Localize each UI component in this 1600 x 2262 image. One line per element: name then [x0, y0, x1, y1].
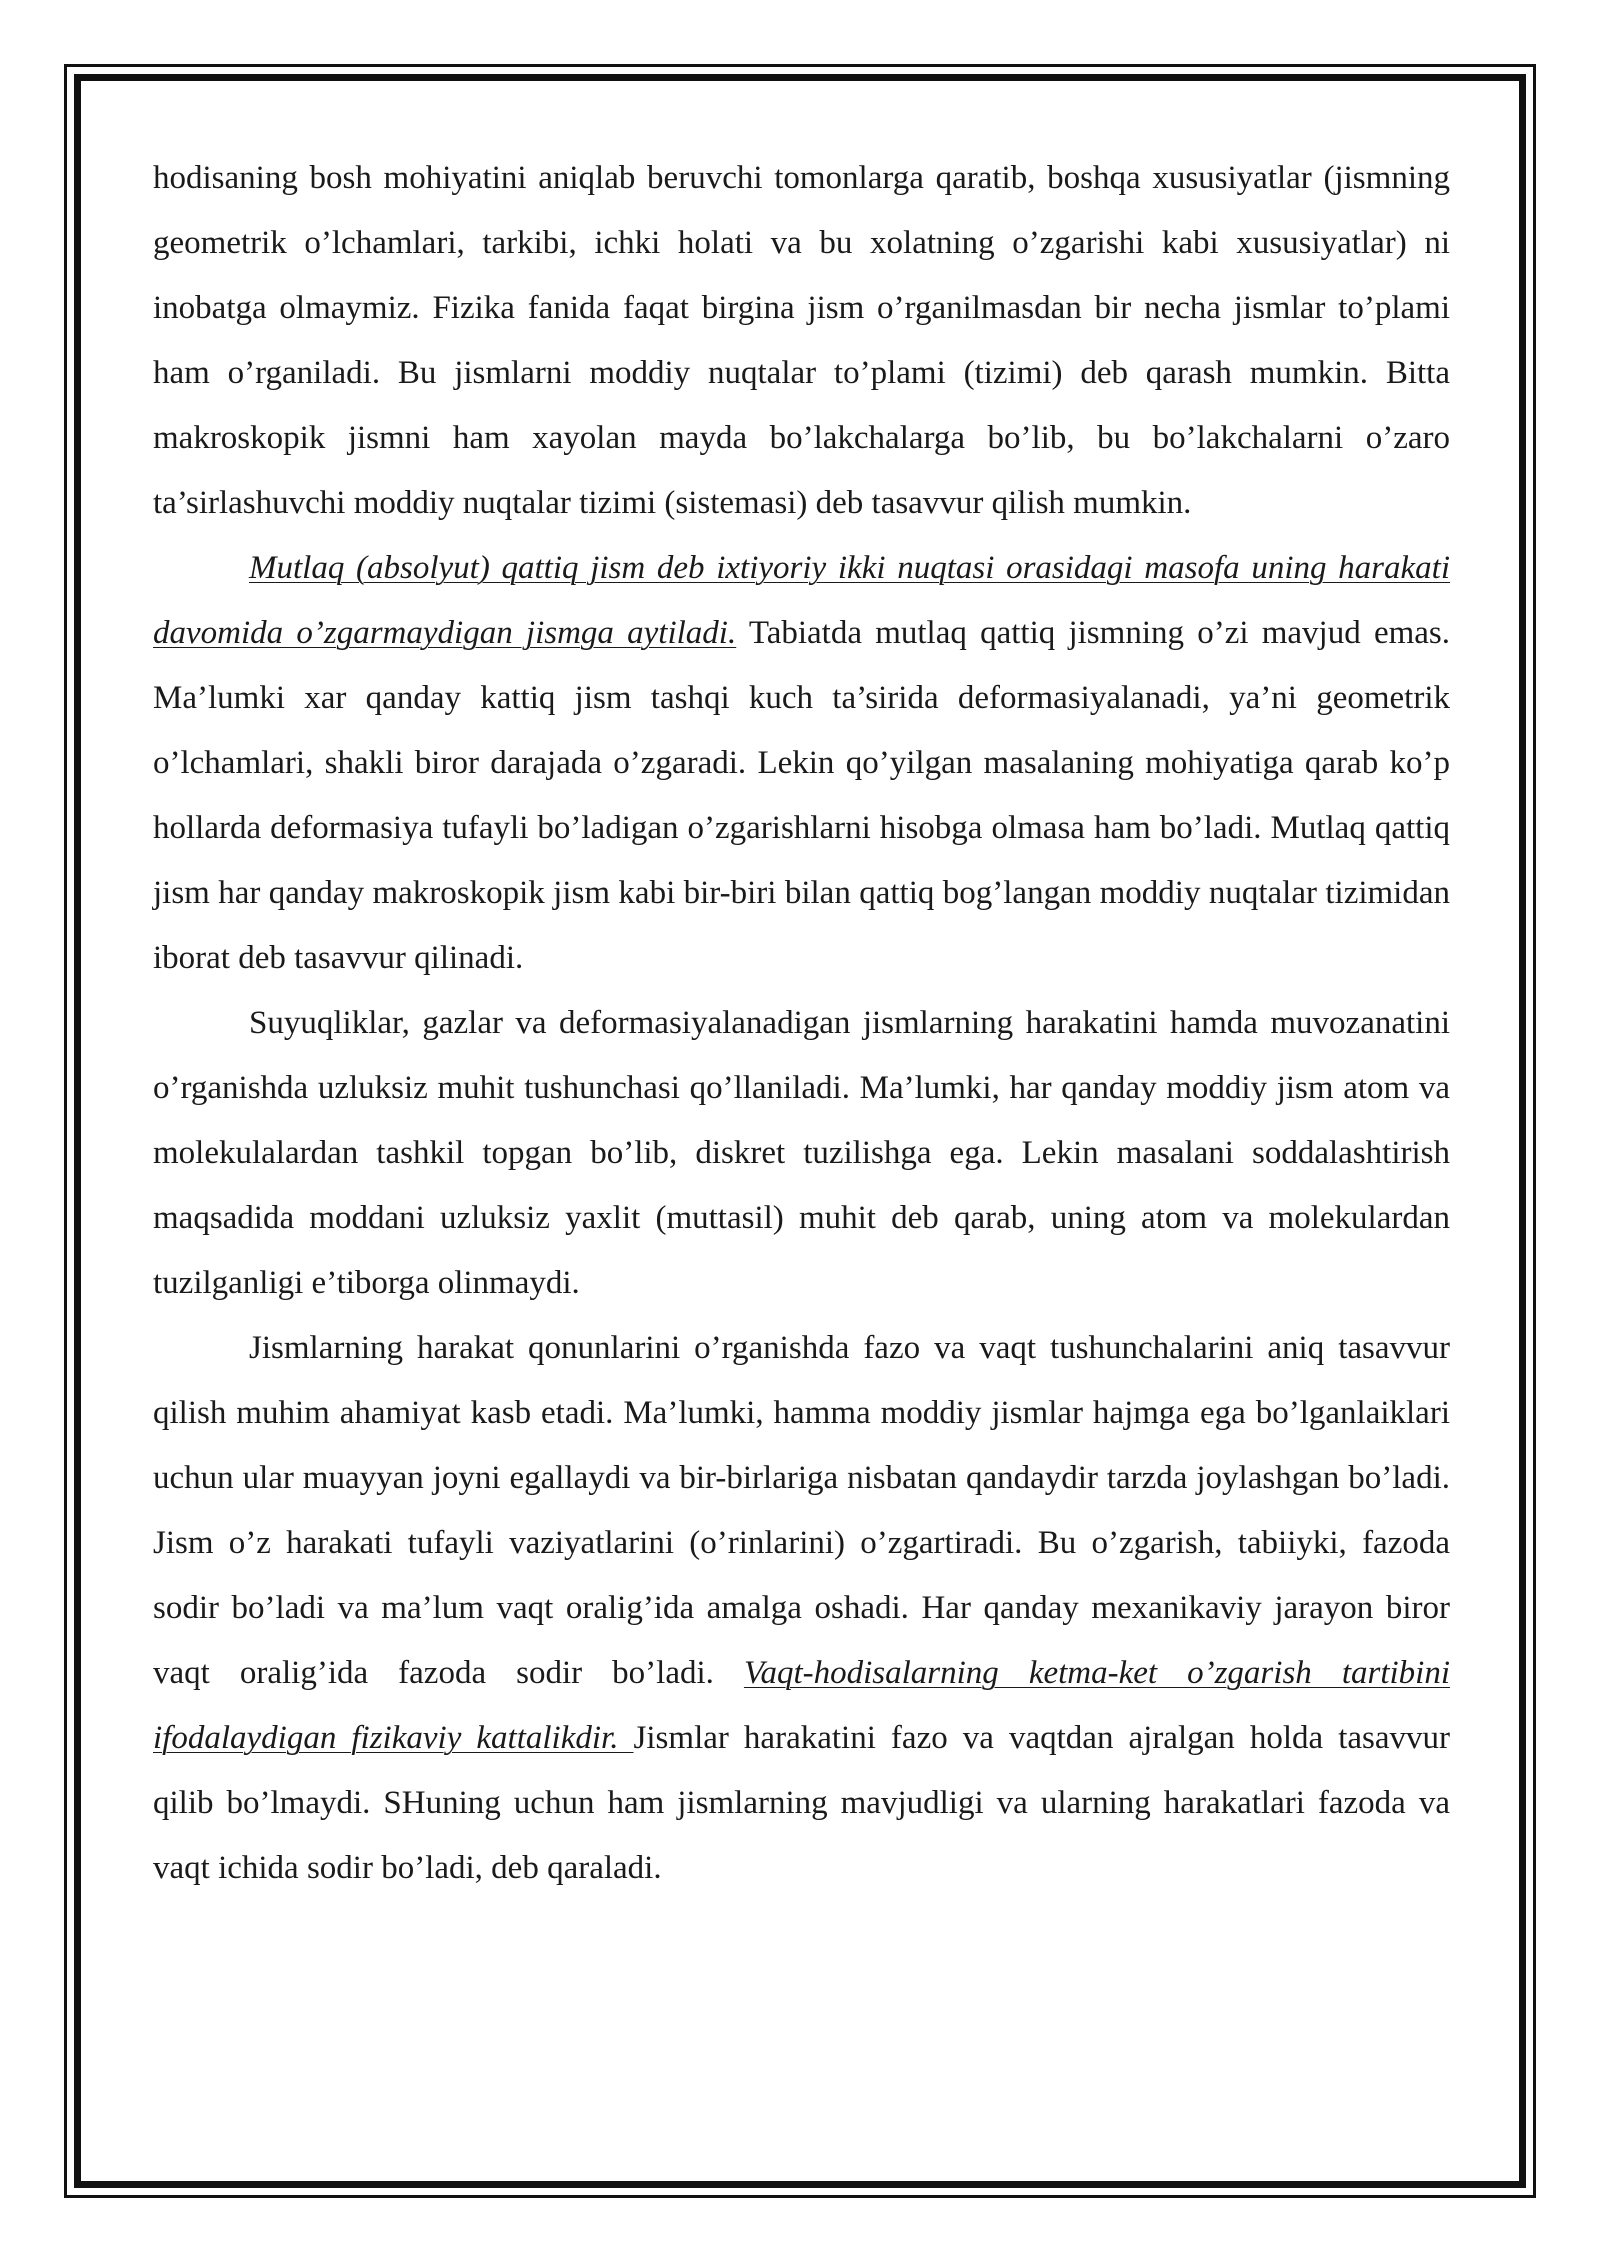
- paragraph-4-text-a: Jismlarning harakat qonunlarini o’rganishda fazo va vaqt tushunchalarini aniq tasavvur qilish muhim ahamiyat kasb etadi. Ma’lumki, hamma moddiy jismlar hajmga ega bo’lganlaiklari uchun ular muayyan joyni egallaydi va bir-birlariga nisbatan qandaydir tarzda joylashgan bo’ladi. Jism o’z harakati tufayli vaziyatlarini (o’rinlarini) o’zgartiradi. Bu o’zgarish, tabiiyki, fazoda sodir bo’ladi va ma’lum vaqt oralig’ida amalga oshadi. Har qanday mexanikaviy jarayon biror vaqt oralig’ida fazoda sodir bo’ladi.: [153, 1330, 1450, 1691]
- paragraph-2-text: Tabiatda mutlaq qattiq jismning o’zi mavjud emas. Ma’lumki xar qanday kattiq jism tashqi kuch ta’sirida deformasiyalanadi, ya’ni geometrik o’lchamlari, shakli biror darajada o’zgaradi. Lekin qo’yilgan masalaning mohiyatiga qarab ko’p hollarda deformasiya tufayli bo’ladigan o’zgarishlarni hisobga olmasa ham bo’ladi. Mutlaq qattiq jism har qanday makroskopik jism kabi bir-biri bilan qattiq bog’langan moddiy nuqtalar tizimidan iborat deb tasavvur qilinadi.: [153, 615, 1450, 976]
- paragraph-3: [153, 991, 1450, 1316]
- paragraph-1-text: hodisaning bosh mohiyatini aniqlab beruvchi tomonlarga qaratib, boshqa xususiyatlar (jismning geometrik o’lchamlari, tarkibi, ichki holati va bu xolatning o’zgarishi kabi xususiyatlar) ni inobatga olmaymiz. Fizika fanida faqat birgina jism o’rganilmasdan bir necha jismlar to’plami ham o’rganiladi. Bu jismlarni moddiy nuqtalar to’plami (tizimi) deb qarash mumkin. Bitta makroskopik jismni ham xayolan mayda bo’lakchalarga bo’lib, bu bo’lakchalarni o’zaro ta’sirlashuvchi moddiy nuqtalar tizimi (sistemasi) deb tasavvur qilish mumkin.: [153, 160, 1450, 521]
- paragraph-2: [153, 536, 1450, 991]
- paragraph-4-text-b: Jismlar harakatini fazo va vaqtdan ajralgan holda tasavvur qilib bo’lmaydi. SHuning uchun ham jismlarning mavjudligi va ularning harakatlari fazoda va vaqt ichida sodir bo’ladi, deb qaraladi.: [153, 1720, 1451, 1886]
- definition-rigid-body: Mutlaq (absolyut) qattiq jism deb ixtiyoriy ikki nuqtasi orasidagi masofa uning harakati davomida o’zgarmaydigan jismga aytiladi.: [153, 550, 1450, 651]
- paragraph-3-text: Suyuqliklar, gazlar va deformasiyalanadigan jismlarning harakatini hamda muvozanatini o’rganishda uzluksiz muhit tushunchasi qo’llaniladi. Ma’lumki, har qanday moddiy jism atom va molekulalardan tashkil topgan bo’lib, diskret tuzilishga ega. Lekin masalani soddalashtirish maqsadida moddani uzluksiz yaxlit (muttasil) muhit deb qarab, uning atom va molekulardan tuzilganligi e’tiborga olinmaydi.: [153, 1005, 1450, 1301]
- document-body: [153, 146, 1450, 1901]
- paragraph-1: [153, 146, 1450, 536]
- paragraph-4: [153, 1316, 1450, 1901]
- definition-time: Vaqt-hodisalarning ketma-ket o’zgarish tartibini ifodalaydigan fizikaviy kattalikdir.: [153, 1655, 1451, 1756]
